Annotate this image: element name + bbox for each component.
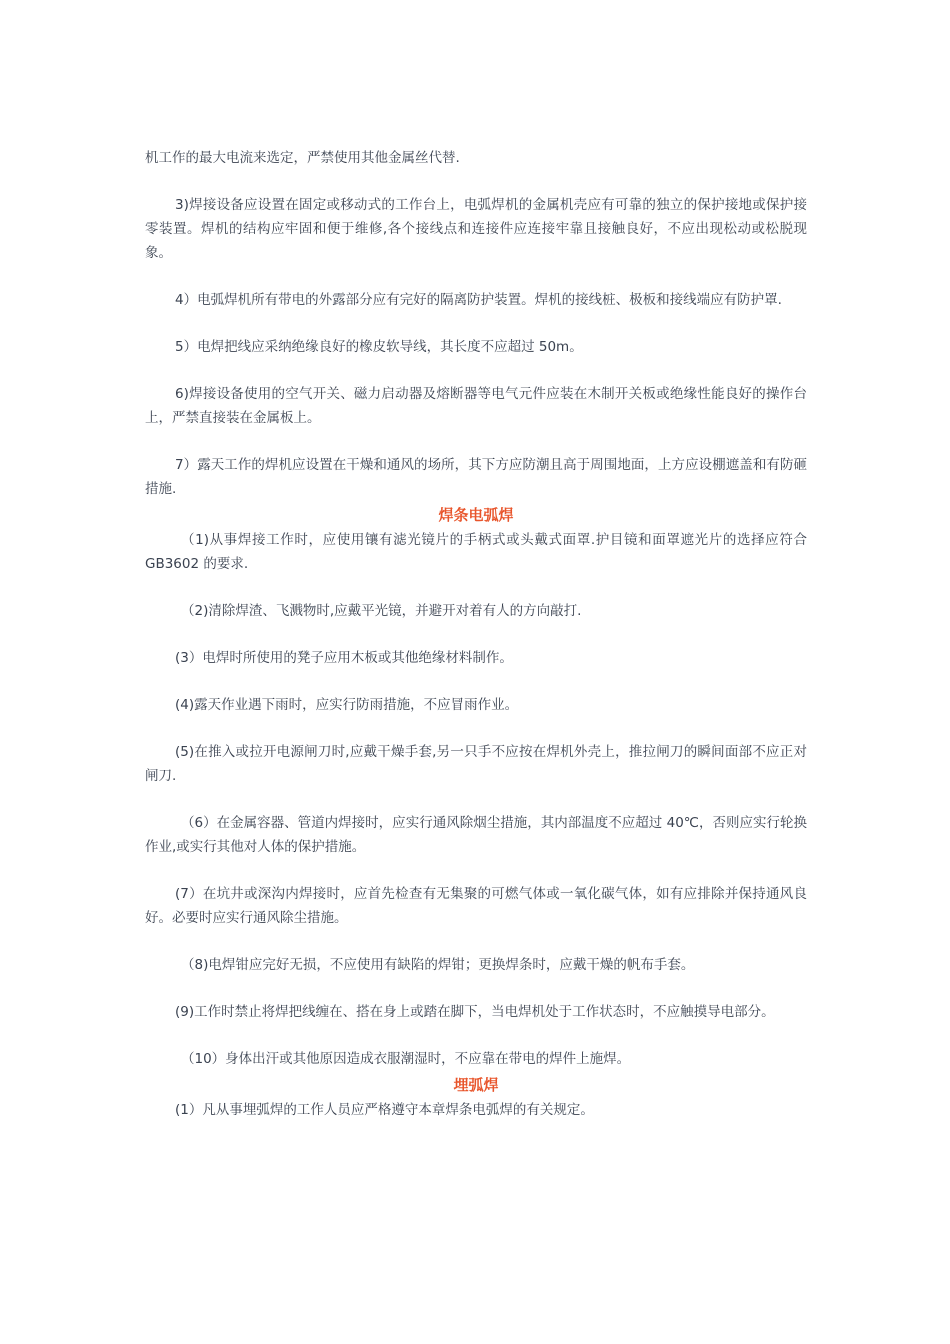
paragraph-item-7: 7）露天工作的焊机应设置在干燥和通风的场所，其下方应防潮且高于周围地面，上方应设棚遮盖和有防砸措施. [145, 457, 807, 497]
paragraph-arc-item-5: (5)在推入或拉开电源闸刀时,应戴干燥手套,另一只手不应按在焊机外壳上，推拉闸刀的瞬间面部不应正对闸刀. [145, 744, 807, 784]
paragraph-arc-item-3: (3）电焊时所使用的凳子应用木板或其他绝缘材料制作。 [175, 650, 513, 666]
paragraph-arc-item-4: (4)露天作业遇下雨时，应实行防雨措施，不应冒雨作业。 [175, 697, 519, 713]
paragraph-item-6: 6)焊接设备使用的空气开关、磁力启动器及熔断器等电气元件应装在木制开关板或绝缘性能良好的操作台上，严禁直接装在金属板上。 [145, 386, 807, 426]
paragraph-arc-item-6: （6）在金属容器、管道内焊接时，应实行通风除烟尘措施，其内部温度不应超过 40℃，否则应实行轮换作业,或实行其他对人体的保护措施。 [145, 815, 807, 855]
document-body [145, 146, 807, 1145]
paragraph-arc-item-2: （2)清除焊渣、飞溅物时,应戴平光镜，并避开对着有人的方向敲打. [181, 603, 582, 619]
section-heading-electrode-arc-welding: 焊条电弧焊 [438, 506, 514, 524]
paragraph-arc-item-7: (7）在坑井或深沟内焊接时，应首先检查有无集聚的可燃气体或一氧化碳气体，如有应排除并保持通风良好。必要时应实行通风除尘措施。 [145, 886, 807, 926]
paragraph-item-5: 5）电焊把线应采纳绝缘良好的橡皮软导线，其长度不应超过 50m。 [175, 339, 583, 355]
paragraph-arc-item-8: （8)电焊钳应完好无损，不应使用有缺陷的焊钳；更换焊条时，应戴干燥的帆布手套。 [181, 957, 695, 973]
section-heading-submerged-arc-welding: 埋弧焊 [453, 1076, 499, 1094]
paragraph-submerged-item-1: (1）凡从事埋弧焊的工作人员应严格遵守本章焊条电弧焊的有关规定。 [175, 1102, 594, 1118]
paragraph-arc-item-9: (9)工作时禁止将焊把线缠在、搭在身上或踏在脚下，当电焊机处于工作状态时，不应触摸导电部分。 [175, 1004, 775, 1020]
paragraph-arc-item-1: （1)从事焊接工作时，应使用镶有滤光镜片的手柄式或头戴式面罩.护目镜和面罩遮光片的选择应符合 GB3602 的要求. [145, 532, 807, 572]
paragraph-item-3: 3)焊接设备应设置在固定或移动式的工作台上，电弧焊机的金属机壳应有可靠的独立的保护接地或保护接零装置。焊机的结构应牢固和便于维修,各个接线点和连接件应连接牢靠且接触良好，不应出现松动或松脱现象。 [145, 197, 807, 261]
paragraph-continuation: 机工作的最大电流来选定，严禁使用其他金属丝代替. [145, 150, 460, 166]
paragraph-item-4: 4）电弧焊机所有带电的外露部分应有完好的隔离防护装置。焊机的接线桩、极板和接线端应有防护罩. [175, 292, 782, 308]
paragraph-arc-item-10: （10）身体出汗或其他原因造成衣服潮湿时，不应靠在带电的焊件上施焊。 [181, 1051, 631, 1067]
